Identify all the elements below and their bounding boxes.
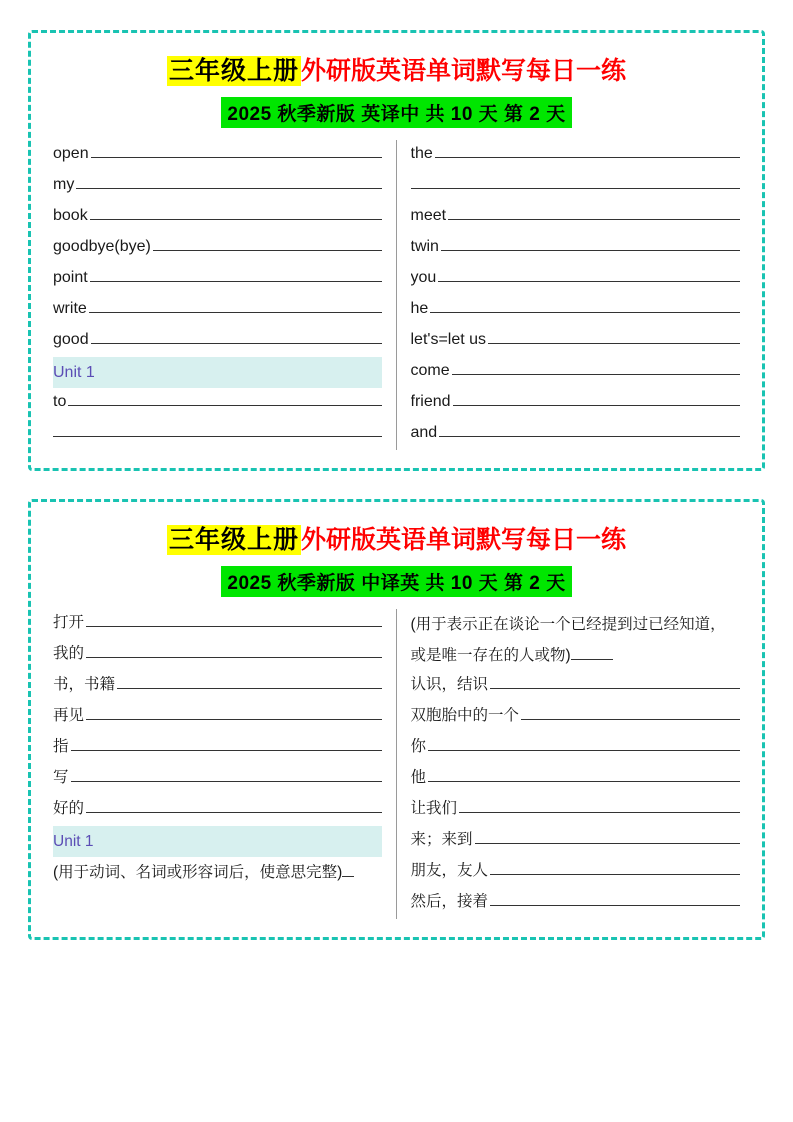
worksheet-subtitle-row	[53, 566, 740, 597]
answer-blank[interactable]	[153, 233, 382, 251]
title-grade-highlight: 三年级上册	[168, 526, 299, 554]
answer-blank[interactable]	[439, 419, 740, 437]
answer-blank[interactable]	[76, 171, 381, 189]
list-item	[53, 140, 382, 171]
title-main-red: 外研版英语单词默写每日一练	[301, 526, 627, 554]
list-item	[411, 388, 741, 419]
term-label: you	[410, 269, 437, 286]
term-label: 你	[410, 738, 427, 755]
answer-blank[interactable]	[90, 264, 382, 282]
list-item	[411, 295, 741, 326]
term-label: 然后，接着	[410, 893, 489, 910]
answer-blank[interactable]	[571, 643, 613, 660]
answer-blank[interactable]	[490, 857, 740, 875]
list-item	[411, 140, 741, 171]
answer-blank[interactable]	[490, 888, 740, 906]
answer-blank[interactable]	[488, 326, 740, 344]
worksheet-subtitle: 2025 秋季新版 英译中 共 10 天 第 2 天	[221, 97, 571, 128]
term-label: 打开	[53, 614, 85, 631]
answer-blank[interactable]	[71, 733, 382, 751]
right-column	[397, 140, 741, 450]
answer-blank[interactable]	[452, 357, 740, 375]
answer-blank[interactable]	[411, 171, 741, 189]
term-label: 朋友，友人	[410, 862, 489, 879]
list-item	[53, 640, 382, 671]
title-grade-highlight: 三年级上册	[168, 57, 299, 85]
list-item	[411, 171, 741, 202]
term-label: (用于表示正在谈论一个已经提到过已经知道，或是唯一存在的人或物)	[410, 616, 726, 664]
worksheet-title	[53, 51, 740, 87]
term-label: goodbye(bye)	[53, 238, 151, 255]
worksheet-subtitle-row	[53, 97, 740, 128]
term-label: friend	[410, 393, 451, 410]
term-label: to	[53, 393, 67, 410]
list-item	[411, 233, 741, 264]
term-label: book	[53, 207, 88, 224]
answer-blank[interactable]	[91, 326, 382, 344]
term-label: the	[410, 145, 433, 162]
answer-blank[interactable]	[448, 202, 740, 220]
answer-blank[interactable]	[86, 795, 381, 813]
left-column	[53, 140, 397, 450]
term-label: 让我们	[410, 800, 458, 817]
list-item	[411, 671, 741, 702]
list-item-long	[53, 857, 382, 888]
answer-blank[interactable]	[86, 609, 381, 627]
list-item	[411, 764, 741, 795]
list-item	[411, 795, 741, 826]
list-item	[53, 295, 382, 326]
term-label: good	[53, 331, 89, 348]
answer-blank[interactable]	[475, 826, 740, 844]
term-label: open	[53, 145, 89, 162]
list-item	[53, 609, 382, 640]
term-label: come	[410, 362, 450, 379]
answer-blank[interactable]	[53, 419, 382, 437]
title-main-red: 外研版英语单词默写每日一练	[301, 57, 627, 85]
answer-blank[interactable]	[430, 295, 740, 313]
term-label: 书，书籍	[53, 676, 116, 693]
term-label: let's=let us	[410, 331, 487, 348]
answer-blank[interactable]	[453, 388, 740, 406]
list-item	[53, 326, 382, 357]
term-label: my	[53, 176, 75, 193]
term-label: 写	[53, 769, 69, 786]
worksheet-title	[53, 520, 740, 556]
term-label: 来；来到	[410, 831, 473, 848]
term-label: (用于动词、名词或形容词后，使意思完整)	[53, 864, 343, 881]
answer-blank[interactable]	[438, 264, 740, 282]
term-label: 我的	[53, 645, 85, 662]
answer-blank[interactable]	[71, 764, 382, 782]
term-label: 好的	[53, 800, 85, 817]
answer-blank[interactable]	[342, 860, 354, 877]
list-item	[411, 826, 741, 857]
unit-heading	[53, 357, 382, 388]
list-item	[53, 795, 382, 826]
term-label: 他	[410, 769, 427, 786]
list-item	[411, 702, 741, 733]
answer-blank[interactable]	[428, 764, 740, 782]
list-item	[53, 733, 382, 764]
answer-blank[interactable]	[90, 202, 382, 220]
list-item	[53, 388, 382, 419]
answer-blank[interactable]	[86, 640, 381, 658]
answer-blank[interactable]	[521, 702, 740, 720]
list-item	[411, 357, 741, 388]
answer-blank[interactable]	[117, 671, 381, 689]
term-label: and	[410, 424, 438, 441]
list-item	[411, 264, 741, 295]
answer-blank[interactable]	[435, 140, 740, 158]
term-label: twin	[410, 238, 439, 255]
list-item	[411, 857, 741, 888]
list-item	[53, 264, 382, 295]
term-label: he	[410, 300, 429, 317]
worksheet-card-cn-to-en	[28, 499, 765, 940]
answer-blank[interactable]	[459, 795, 740, 813]
answer-blank[interactable]	[91, 140, 382, 158]
term-label: 双胞胎中的一个	[410, 707, 520, 724]
list-item	[411, 419, 741, 450]
list-item	[53, 764, 382, 795]
answer-blank[interactable]	[68, 388, 381, 406]
list-item	[53, 419, 382, 450]
left-column	[53, 609, 397, 919]
list-item	[53, 671, 382, 702]
term-label: 再见	[53, 707, 85, 724]
list-item	[53, 233, 382, 264]
worksheet-columns	[53, 609, 740, 919]
unit-heading	[53, 826, 382, 857]
list-item	[411, 202, 741, 233]
term-label: meet	[410, 207, 447, 224]
list-item	[411, 888, 741, 919]
worksheet-columns	[53, 140, 740, 450]
term-label: write	[53, 300, 87, 317]
answer-blank[interactable]	[441, 233, 740, 251]
term-label: 认识，结识	[410, 676, 489, 693]
list-item	[53, 702, 382, 733]
worksheet-subtitle: 2025 秋季新版 中译英 共 10 天 第 2 天	[221, 566, 571, 597]
answer-blank[interactable]	[490, 671, 740, 689]
unit-label: Unit 1	[53, 363, 95, 381]
list-item	[411, 733, 741, 764]
list-item	[53, 171, 382, 202]
list-item-long	[411, 609, 741, 671]
answer-blank[interactable]	[89, 295, 382, 313]
term-label: 指	[53, 738, 69, 755]
worksheet-card-en-to-cn	[28, 30, 765, 471]
unit-label: Unit 1	[53, 832, 94, 850]
answer-blank[interactable]	[86, 702, 381, 720]
right-column	[397, 609, 741, 919]
answer-blank[interactable]	[428, 733, 740, 751]
list-item	[53, 202, 382, 233]
term-label: point	[53, 269, 88, 286]
list-item	[411, 326, 741, 357]
